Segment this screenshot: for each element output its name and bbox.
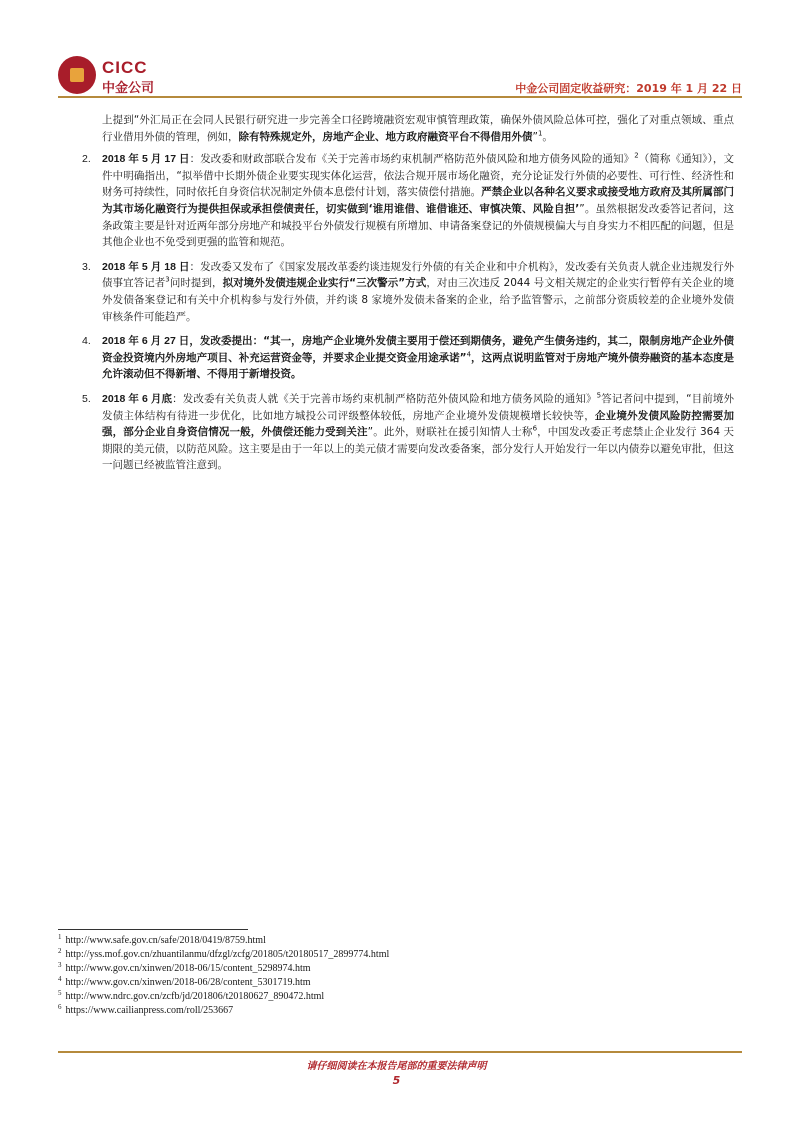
logo-text: CICC [102, 58, 148, 77]
item-date: 2018 年 5 月 18 日 [102, 260, 190, 273]
footnotes [58, 934, 734, 1018]
list-item: 5. 2018 年 6 月底：发改委有关负责人就《关于完善市场约束机制严格防范外债风险和地方债务风险的通知》$^5$答记者问中提到，“目前境外发债主体结构有待进一步优化，比如地方城投公司评级整体较低，房地产企业境外发债规模增长较快等，企业境外发债风险防控需要加强，部分企业自身资信情况一般，外债偿还能力受到关注”。此外，财联社在援引知情人士称$^6$，中国发改委正考虑禁止企业发行 364 天期限的美元债，以防范风险。这主要是由于一年以上的美元债才需要向发改委备案，部分发行人开始发行一年以内债券以避免审批，但这一问题已经被监管注意到。 [82, 391, 735, 472]
list-item: 3. 2018 年 5 月 18 日：发改委又发布了《国家发展改革委约谈违规发行外债的有关企业和中介机构》，发改委有关负责人就企业违规发行外债事宜答记者$^3$问时提到，拟对境外发债违规企业实行“三次警示”方式，对由三次违反 2044 号文相关规定的企业实行暂停有关企业的境外发债备案登记和有关中介机构参与发行外债，并约谈 8 家境外发债未备案的企业，给予监管警示，之前部分资质较差的企业境外发债审核条件可能趋严。 [82, 260, 735, 323]
item-number: 2. [82, 153, 91, 166]
list-item: 4. 2018 年 6 月 27 日，发改委提出：“其一，房地产企业境外发债主要用于偿还到期债务，避免产生债务违约，其二，限制房地产企业外债资金投资境内外房地产项目、补充运营资金等，并要求企业提交资金用途承诺”$^4$，这两点说明监管对于房地产境外债券融资的基本态度是允许滚动但不得新增、不得用于新增投资。 [82, 335, 735, 381]
footnote-link[interactable]: http://yss.mof.gov.cn/zhuantilanmu/dfzgl/zcfg/201805/t20180517_2899774.html [65, 949, 390, 960]
footnote: $^3$ http://www.gov.cn/xinwen/2018-06/15/content_5298974.htm [58, 960, 311, 974]
coin-logo-icon [58, 56, 96, 94]
footnote-link[interactable]: http://www.gov.cn/xinwen/2018-06/15/content_5298974.htm [65, 963, 311, 974]
footnote: $^2$ http://yss.mof.gov.cn/zhuantilanmu/dfzgl/zcfg/201805/t20180517_2899774.html [58, 946, 390, 960]
report-title: 中金公司固定收益研究：2019 年 1 月 22 日 [515, 82, 742, 95]
list-item: 2. 2018 年 5 月 17 日：发改委和财政部联合发布《关于完善市场约束机制严格防范外债风险和地方债务风险的通知》$^2$（简称《通知》），文件中明确指出，“拟举借中长期外债企业要实现实体化运营，依法合规开展市场化融资，充分论证发行外债的必要性、可行性、经济性和财务可持续性，同时依托自身资信状况制定外债本息偿付计划，落实债偿付措施。严禁企业以各种名义要求或接受地方政府及其所属部门为其市场化融资行为提供担保或承担偿债责任，切实做到‘谁用谁借、谁借谁还、审慎决策、风险自担’”。虽然根据发改委答记者问，这条政策主要是针对近两年部分房地产和城投平台外债发行规模有所增加、申请备案登记的外债规模偏大与自身实力不相匹配的问题，但是其他企业也不免受到更强的监管和规范。 [82, 151, 734, 249]
footer-divider [58, 1051, 742, 1053]
footnote-link[interactable]: http://www.gov.cn/xinwen/2018-06/28/content_5301719.htm [65, 977, 311, 988]
item-date: 2018 年 5 月 17 日 [102, 153, 190, 166]
footnote: $^6$ https://www.cailianpress.com/roll/253667 [58, 1002, 234, 1016]
item-date: 2018 年 6 月 27 日，发改委提出： [102, 335, 264, 348]
footnote-divider [58, 929, 248, 930]
header-divider [58, 96, 742, 98]
item-number: 3. [82, 260, 91, 273]
legal-disclaimer: 请仔细阅读在本报告尾部的重要法律声明 [306, 1061, 487, 1072]
page-number: 5 [392, 1074, 401, 1087]
logo-cn-text: 中金公司 [102, 81, 155, 96]
footnote: $^4$ http://www.gov.cn/xinwen/2018-06/28/content_5301719.htm [58, 974, 311, 988]
footnote-link[interactable]: http://www.ndrc.gov.cn/zcfb/jd/201806/t20180627_890472.html [65, 991, 325, 1002]
item-date: 2018 年 6 月底 [102, 392, 173, 405]
footnote-link[interactable]: http://www.safe.gov.cn/safe/2018/0419/8759.html [65, 935, 266, 946]
item-number: 5. [82, 392, 91, 405]
cicc-logo [58, 56, 178, 96]
item-number: 4. [82, 335, 91, 348]
policy-list [58, 151, 734, 474]
footnote: $^5$ http://www.ndrc.gov.cn/zcfb/jd/201806/t20180627_890472.html [58, 988, 325, 1002]
continued-paragraph: 上提到“外汇局正在会同人民银行研究进一步完善全口径跨境融资宏观审慎管理政策，确保外债风险总体可控，强化了对重点领域、重点行业借用外债的管理，例如，除有特殊规定外，房地产企业、地方政府融资平台不得借用外债”$^1$。 [102, 114, 734, 143]
report-body [58, 112, 734, 482]
page-header [58, 52, 742, 98]
footnote: $^1$ http://www.safe.gov.cn/safe/2018/0419/8759.html [58, 932, 266, 946]
footnote-link[interactable]: https://www.cailianpress.com/roll/253667 [65, 1005, 234, 1016]
